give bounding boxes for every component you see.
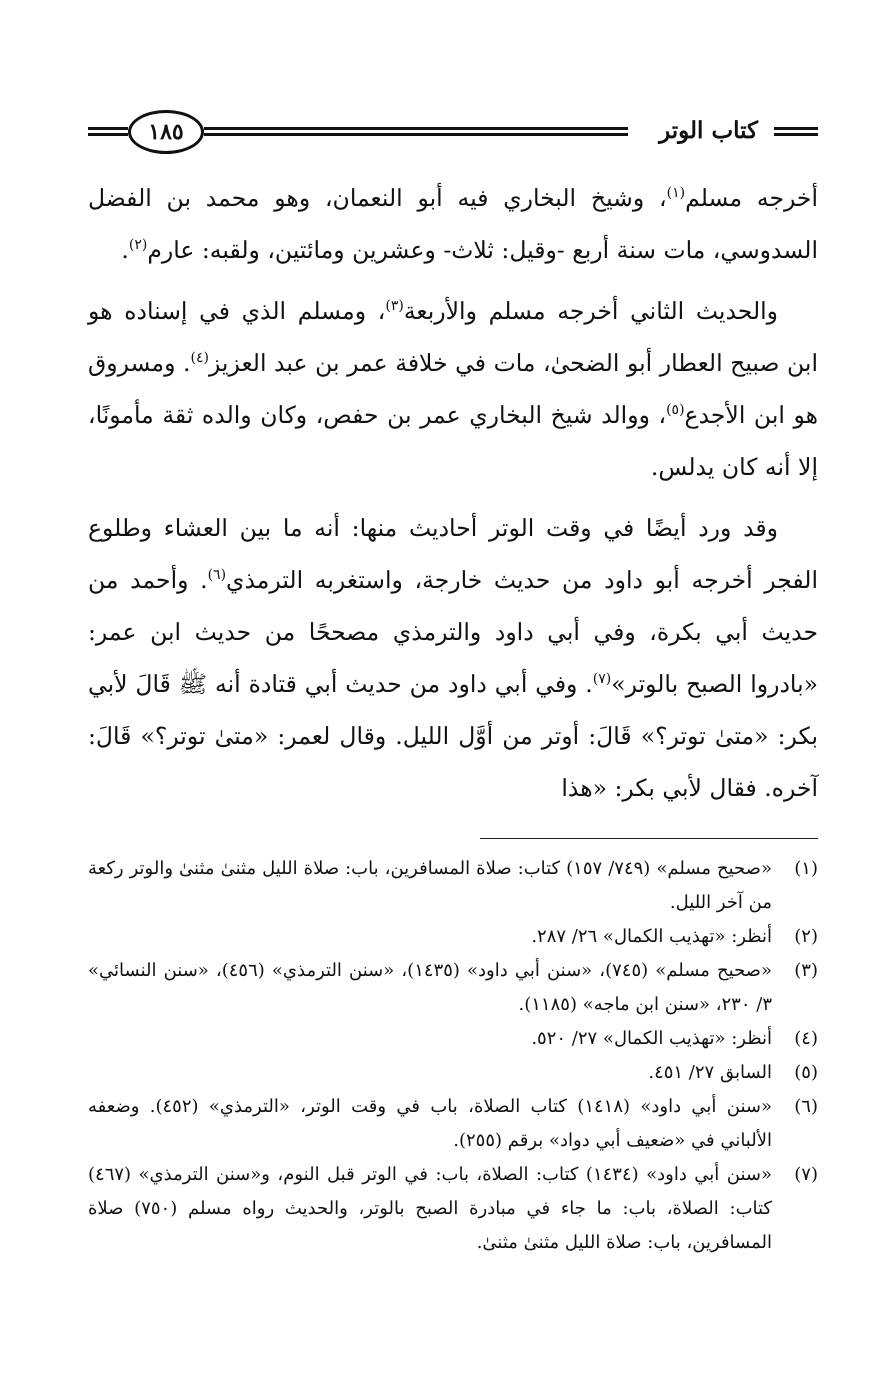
header-rule-right xyxy=(774,127,818,136)
page-header xyxy=(88,110,818,158)
footnote-marker: (١) xyxy=(666,185,686,202)
footnote-number: (٣) xyxy=(794,960,818,981)
text-run: والحديث الثاني أخرجه مسلم والأربعة xyxy=(403,297,778,325)
header-rule-left xyxy=(88,127,128,136)
footnote-text: «سنن أبي داود» (١٤١٨) كتاب الصلاة، باب في وقت الوتر، «الترمذي» (٤٥٢). وضعفه الألباني في «ضعيف أبي دواد» برقم (٢٥٥). xyxy=(88,1096,772,1151)
footnote-marker: (٥) xyxy=(666,402,685,419)
footnote-text: «سنن أبي داود» (١٤٣٤) كتاب: الصلاة، باب: في الوتر قبل النوم، و«سنن الترمذي» (٤٦٧) كتاب: الصلاة، باب: ما جاء في مبادرة الصبح بالوتر، والحديث رواه مسلم (٧٥٠) صلاة المسافرين، باب: صلاة الليل مثنىٰ مثنىٰ. xyxy=(88,1164,773,1253)
page-number: ١٨٥ xyxy=(128,110,204,154)
text-run: أخرجه مسلم xyxy=(685,184,818,212)
paragraph xyxy=(88,172,818,276)
text-run: . وأحمد من حديث أبي بكرة، وفي أبي داود والترمذي مصححًا من حديث ابن عمر: «بادروا الصبح بالوتر» xyxy=(88,566,818,698)
footnote-marker: (٣) xyxy=(385,298,404,315)
text-run: وقد ورد أيضًا في وقت الوتر أحاديث منها: أنه ما بين العشاء وطلوع الفجر أخرجه أبو داود من حديث خارجة، واستغربه الترمذي xyxy=(88,514,818,594)
footnote-number: (٤) xyxy=(794,1028,818,1049)
text-run: . وفي أبي داود من حديث أبي قتادة أنه ﷺ قَالَ لأبي بكر: «متىٰ توتر؟» قَالَ: أوتر من أوَّل الليل. وقال لعمر: «متىٰ توتر؟» قَالَ: آخره. فقال لأبي بكر: «هذا xyxy=(88,670,818,802)
footnote-text: «صحيح مسلم» (٧٤٩/ ١٥٧) كتاب: صلاة المسافرين، باب: صلاة الليل مثنىٰ مثنىٰ والوتر ركعة من آخر الليل. xyxy=(88,858,772,913)
footnote-number: (١) xyxy=(794,858,818,879)
book-title: كتاب الوتر xyxy=(659,117,758,144)
paragraph xyxy=(88,285,818,493)
footnote-item xyxy=(88,1090,818,1158)
footnote-item xyxy=(88,1158,818,1260)
footnote-text: «صحيح مسلم» (٧٤٥)، «سنن أبي داود» (١٤٣٥)، «سنن الترمذي» (٤٥٦)، «سنن النسائي» ٣/ ٢٣٠، «سنن ابن ماجه» (١١٨٥). xyxy=(88,960,772,1015)
footnote-separator xyxy=(480,838,818,839)
footnotes-list xyxy=(88,852,818,1260)
footnote-number: (٦) xyxy=(794,1096,818,1117)
text-run: . ومسروق هو ابن الأجدع xyxy=(88,349,819,429)
footnote-text: أنظر: «تهذيب الكمال» ٢٦/ ٢٨٧. xyxy=(531,926,772,947)
footnote-item xyxy=(88,852,818,920)
footnote-marker: (٤) xyxy=(190,350,209,367)
text-run: ، ومسلم الذي في إسناده هو ابن صبيح العطار أبو الضحىٰ، مات في خلافة عمر بن عبد العزيز xyxy=(88,297,819,377)
footnote-number: (٥) xyxy=(794,1062,818,1083)
text-run: . xyxy=(121,236,129,264)
footnote-item xyxy=(88,1022,818,1056)
footnote-item xyxy=(88,1056,818,1090)
footnote-marker: (٢) xyxy=(128,237,148,254)
footnote-number: (٢) xyxy=(794,926,818,947)
paragraph xyxy=(88,502,818,814)
main-text xyxy=(88,172,818,823)
footnote-text: السابق ٢٧/ ٤٥١. xyxy=(648,1062,772,1083)
text-run: ، ووالد شيخ البخاري عمر بن حفص، وكان والده ثقة مأمونًا، إلا أنه كان يدلس. xyxy=(88,401,818,481)
footnote-marker: (٧) xyxy=(592,671,612,688)
footnote-marker: (٦) xyxy=(207,567,227,584)
text-run: ، وشيخ البخاري فيه أبو النعمان، وهو محمد بن الفضل السدوسي، مات سنة أربع -وقيل: ثلاث- وعشرين ومائتين، ولقبه: عارم xyxy=(88,184,818,264)
footnote-item xyxy=(88,954,818,1022)
footnote-item xyxy=(88,920,818,954)
footnote-number: (٧) xyxy=(794,1164,818,1185)
footnote-text: أنظر: «تهذيب الكمال» ٢٧/ ٥٢٠. xyxy=(531,1028,772,1049)
header-rule-middle xyxy=(204,127,628,136)
